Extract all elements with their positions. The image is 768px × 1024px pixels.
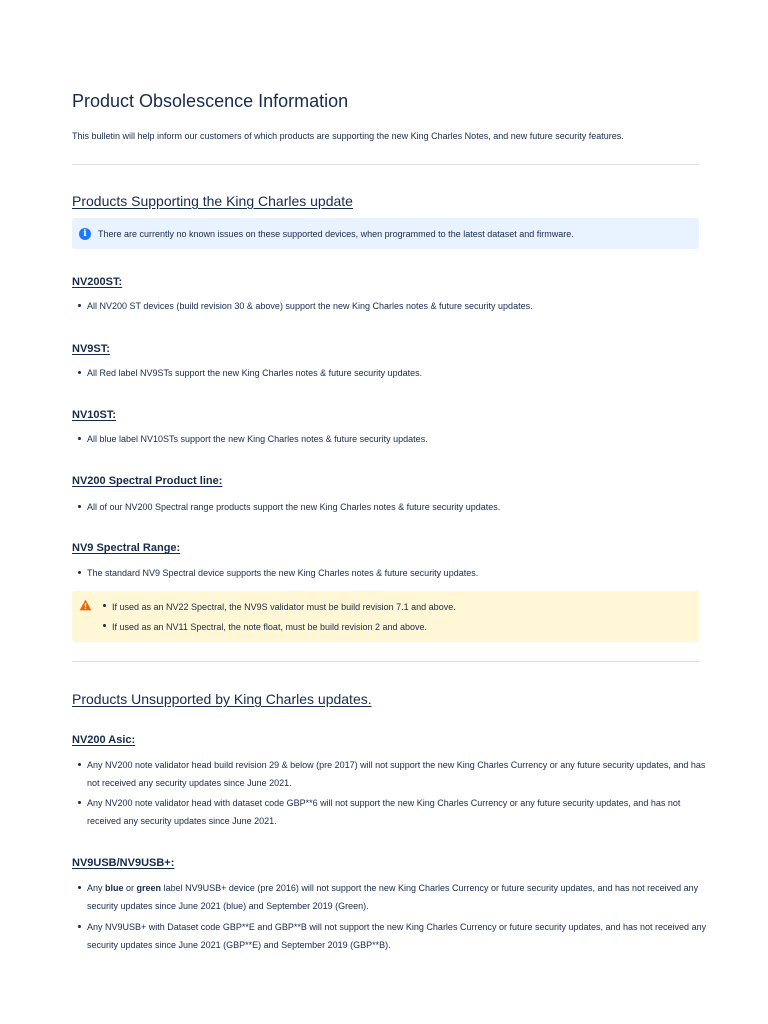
- list-item: If used as an NV22 Spectral, the NV9S validator must be build revision 7.1 and above.: [112, 597, 456, 617]
- page-title: Product Obsolescence Information: [72, 91, 349, 111]
- list-item: If used as an NV11 Spectral, the note float, must be build revision 2 and above.: [112, 617, 456, 637]
- group-list-nv200-spectral: [72, 498, 714, 516]
- group-heading-nv9usb: NV9USB/NV9USB+:: [72, 857, 175, 869]
- list-item: All of our NV200 Spectral range products support the new King Charles notes & future security updates.: [87, 498, 714, 516]
- group-heading-nv200-spectral: NV200 Spectral Product line:: [72, 475, 223, 487]
- item-bold-green: green: [136, 883, 162, 893]
- list-item: All Red label NV9STs support the new King Charles notes & future security updates.: [87, 364, 714, 382]
- list-item: Any NV200 note validator head with dataset code GBP**6 will not support the new King Charles Currency or any future security updates, and has not received any security updates since June 2021.: [87, 794, 714, 830]
- list-item: All blue label NV10STs support the new King Charles notes & future security updates.: [87, 430, 714, 448]
- supported-heading-text: Products Supporting the King Charles update: [72, 193, 353, 209]
- group-list-nv9usb: [72, 879, 714, 954]
- intro-text: This bulletin will help inform our customers of which products are supporting the new King Charles Notes, and new future security features.: [72, 131, 624, 141]
- divider: [72, 164, 699, 165]
- group-list-nv200st: [72, 297, 714, 315]
- group-list-nv10st: [72, 430, 714, 448]
- unsupported-heading-text: Products Unsupported by King Charles updates.: [72, 691, 372, 707]
- list-item: Any NV200 note validator head build revision 29 & below (pre 2017) will not support the new King Charles Currency or any future security updates, and has not received any security updates since June 2021.: [87, 756, 714, 792]
- list-item: Any NV9USB+ with Dataset code GBP**E and GBP**B will not support the new King Charles Currency or future security updates, and has not received any security updates since June 2021 (GBP**E) and September 2019 (GBP**B).: [87, 918, 714, 954]
- info-text: There are currently no known issues on these supported devices, when programmed to the latest dataset and firmware.: [98, 228, 574, 239]
- group-heading-nv200st: NV200ST:: [72, 276, 123, 288]
- unsupported-heading[interactable]: [72, 690, 372, 708]
- warning-icon: [79, 599, 92, 611]
- item-text: label NV9USB+ device (pre 2016) will not support the new King Charles Currency or future security updates, and has not received any security updates since June 2021 (blue) and September 2019 (Green).: [87, 883, 699, 911]
- supported-heading[interactable]: [72, 192, 353, 210]
- group-heading-nv200-asic: NV200 Asic:: [72, 734, 136, 746]
- divider: [72, 661, 699, 662]
- group-list-nv9-spectral: [72, 564, 714, 582]
- info-panel: [72, 218, 699, 249]
- warning-panel: [72, 591, 699, 642]
- item-text: or: [123, 883, 137, 893]
- warning-list: [112, 597, 456, 637]
- item-bold-blue: blue: [105, 883, 124, 893]
- group-heading-nv9st: NV9ST:: [72, 343, 110, 355]
- info-icon: i: [79, 228, 91, 240]
- list-item: All NV200 ST devices (build revision 30 & above) support the new King Charles notes & future security updates.: [87, 297, 714, 315]
- group-heading-nv9-spectral: NV9 Spectral Range:: [72, 542, 181, 554]
- list-item: [87, 879, 714, 915]
- list-item: The standard NV9 Spectral device supports the new King Charles notes & future security updates.: [87, 564, 714, 582]
- group-list-nv9st: [72, 364, 714, 382]
- group-list-nv200-asic: [72, 756, 714, 830]
- group-heading-nv10st: NV10ST:: [72, 409, 117, 421]
- item-text: Any: [87, 883, 106, 893]
